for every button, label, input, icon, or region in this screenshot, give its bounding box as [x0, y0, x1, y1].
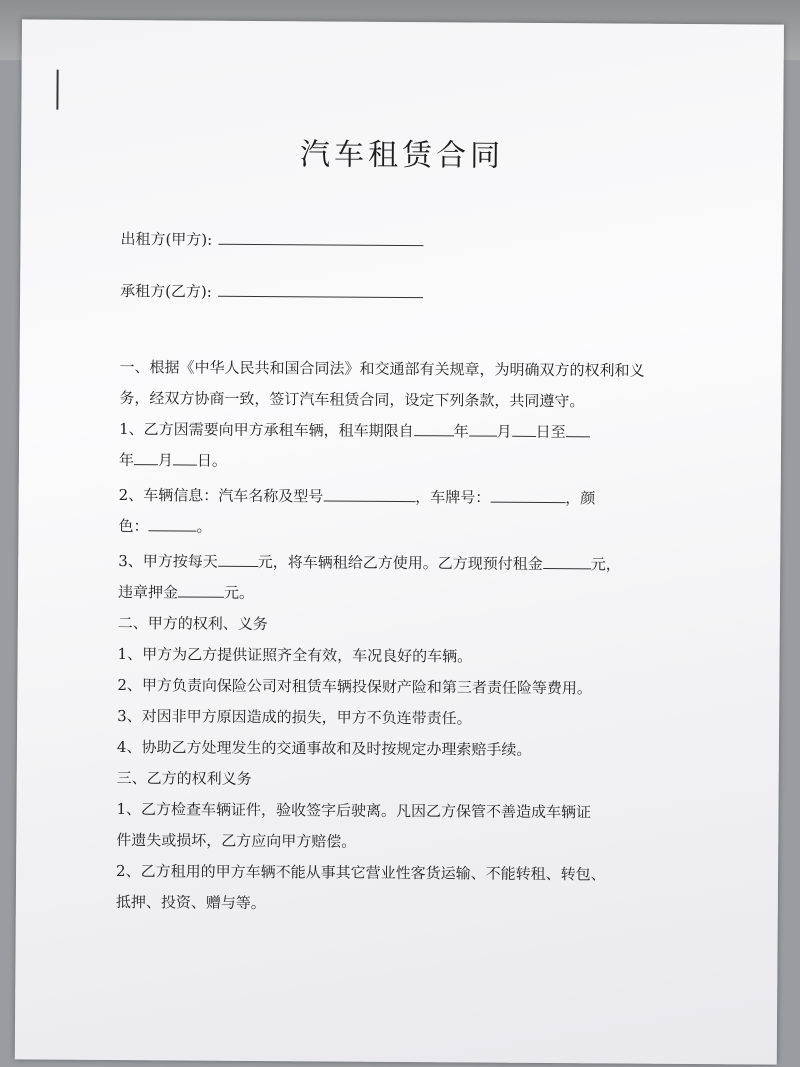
pen-mark — [56, 70, 58, 110]
clause-3-line-2 — [118, 577, 638, 612]
clause-2-text: 2、车辆信息：汽车名称及型号 — [118, 486, 324, 506]
section-2-item-3: 3、对因非甲方原因造成的损失，甲方不负连带责任。 — [117, 707, 472, 728]
lessee-line — [120, 280, 423, 303]
clause-3-line-1 — [118, 546, 638, 581]
intro-line-2: 务，经双方协商一致，签订汽车租赁合同，设定下列条款，共同遵守。 — [119, 389, 585, 411]
year-label-2: 年 — [118, 451, 135, 470]
section-2-heading: 二、甲方的权利、义务 — [117, 614, 268, 634]
color-blank — [148, 516, 196, 531]
lessee-label: 承租方(乙方): — [120, 282, 212, 301]
lessor-line — [120, 228, 423, 251]
month-label: 月 — [496, 422, 512, 441]
clause-3-text-c: 元， — [590, 555, 621, 574]
section-2-item-4: 4、协助乙方处理发生的交通事故和及时按规定办理索赔手续。 — [116, 738, 532, 759]
contract-body — [115, 352, 645, 922]
section-2-item-1: 1、甲方为乙方提供证照齐全有效，车况良好的车辆。 — [117, 645, 473, 666]
clause-3-end: 元。 — [223, 583, 255, 602]
start-year-blank — [414, 421, 454, 436]
clause-2-line-1 — [119, 480, 639, 515]
end-year-blank-start — [566, 422, 590, 437]
daily-rent-blank — [218, 552, 258, 567]
section-2-item-2: 2、甲方负责向保险公司对租赁车辆投保财产险和第三者责任险等费用。 — [117, 676, 592, 698]
section-3-item-1-line-1: 1、乙方检查车辆证件，验收签字后驶离。凡因乙方保管不善造成车辆证 — [116, 800, 592, 822]
intro-line-1: 一、根据《中华人民共和国合同法》和交通部有关规章，为明确双方的权利和义 — [119, 358, 645, 380]
section-3-item-2-line-1: 2、乙方租用的甲方车辆不能从事其它营业性客货运输、不能转租、转包、 — [116, 862, 606, 884]
month-label-2: 月 — [157, 451, 174, 470]
prepaid-blank — [543, 554, 591, 569]
end-month-blank — [134, 450, 158, 465]
lessor-blank — [218, 230, 423, 246]
clause-1-text: 1、乙方因需要向甲方承租车辆，租车期限自 — [119, 420, 414, 441]
start-day-blank — [512, 422, 536, 437]
section-3-heading: 三、乙方的权利义务 — [116, 769, 252, 788]
section-3-item-1-line-2: 件遗失或损坏，乙方应向甲方赔偿。 — [116, 831, 357, 851]
section-3-item-2-line-2: 抵押、投资、赠与等。 — [115, 893, 266, 913]
model-blank — [323, 486, 415, 502]
plate-label: ，车牌号： — [415, 488, 491, 507]
clause-1-line-2 — [119, 445, 639, 480]
lessor-label: 出租方(甲方): — [120, 230, 213, 249]
document-title: 汽车租赁合同 — [299, 137, 505, 174]
lessee-blank — [218, 282, 423, 298]
end-day-blank — [173, 450, 197, 465]
plate-blank — [490, 488, 565, 504]
deposit-blank — [178, 582, 224, 597]
deposit-label: 违章押金 — [117, 583, 179, 602]
year-label: 年 — [453, 422, 469, 441]
clause-2-end: 。 — [196, 517, 212, 536]
start-month-blank — [469, 421, 497, 436]
day-label-2: 日。 — [196, 451, 228, 470]
color-sep: ，颜 — [565, 489, 596, 508]
clause-3-text: 3、甲方按每天 — [118, 552, 218, 571]
day-to-label: 日至 — [535, 422, 566, 442]
clause-1-line-1 — [119, 414, 639, 449]
paper-sheet — [15, 19, 784, 1064]
color-label: 色： — [118, 517, 149, 536]
clause-3-text-b: 元，将车辆租给乙方使用。乙方现预付租金 — [257, 552, 543, 573]
clause-2-line-2 — [118, 511, 638, 546]
